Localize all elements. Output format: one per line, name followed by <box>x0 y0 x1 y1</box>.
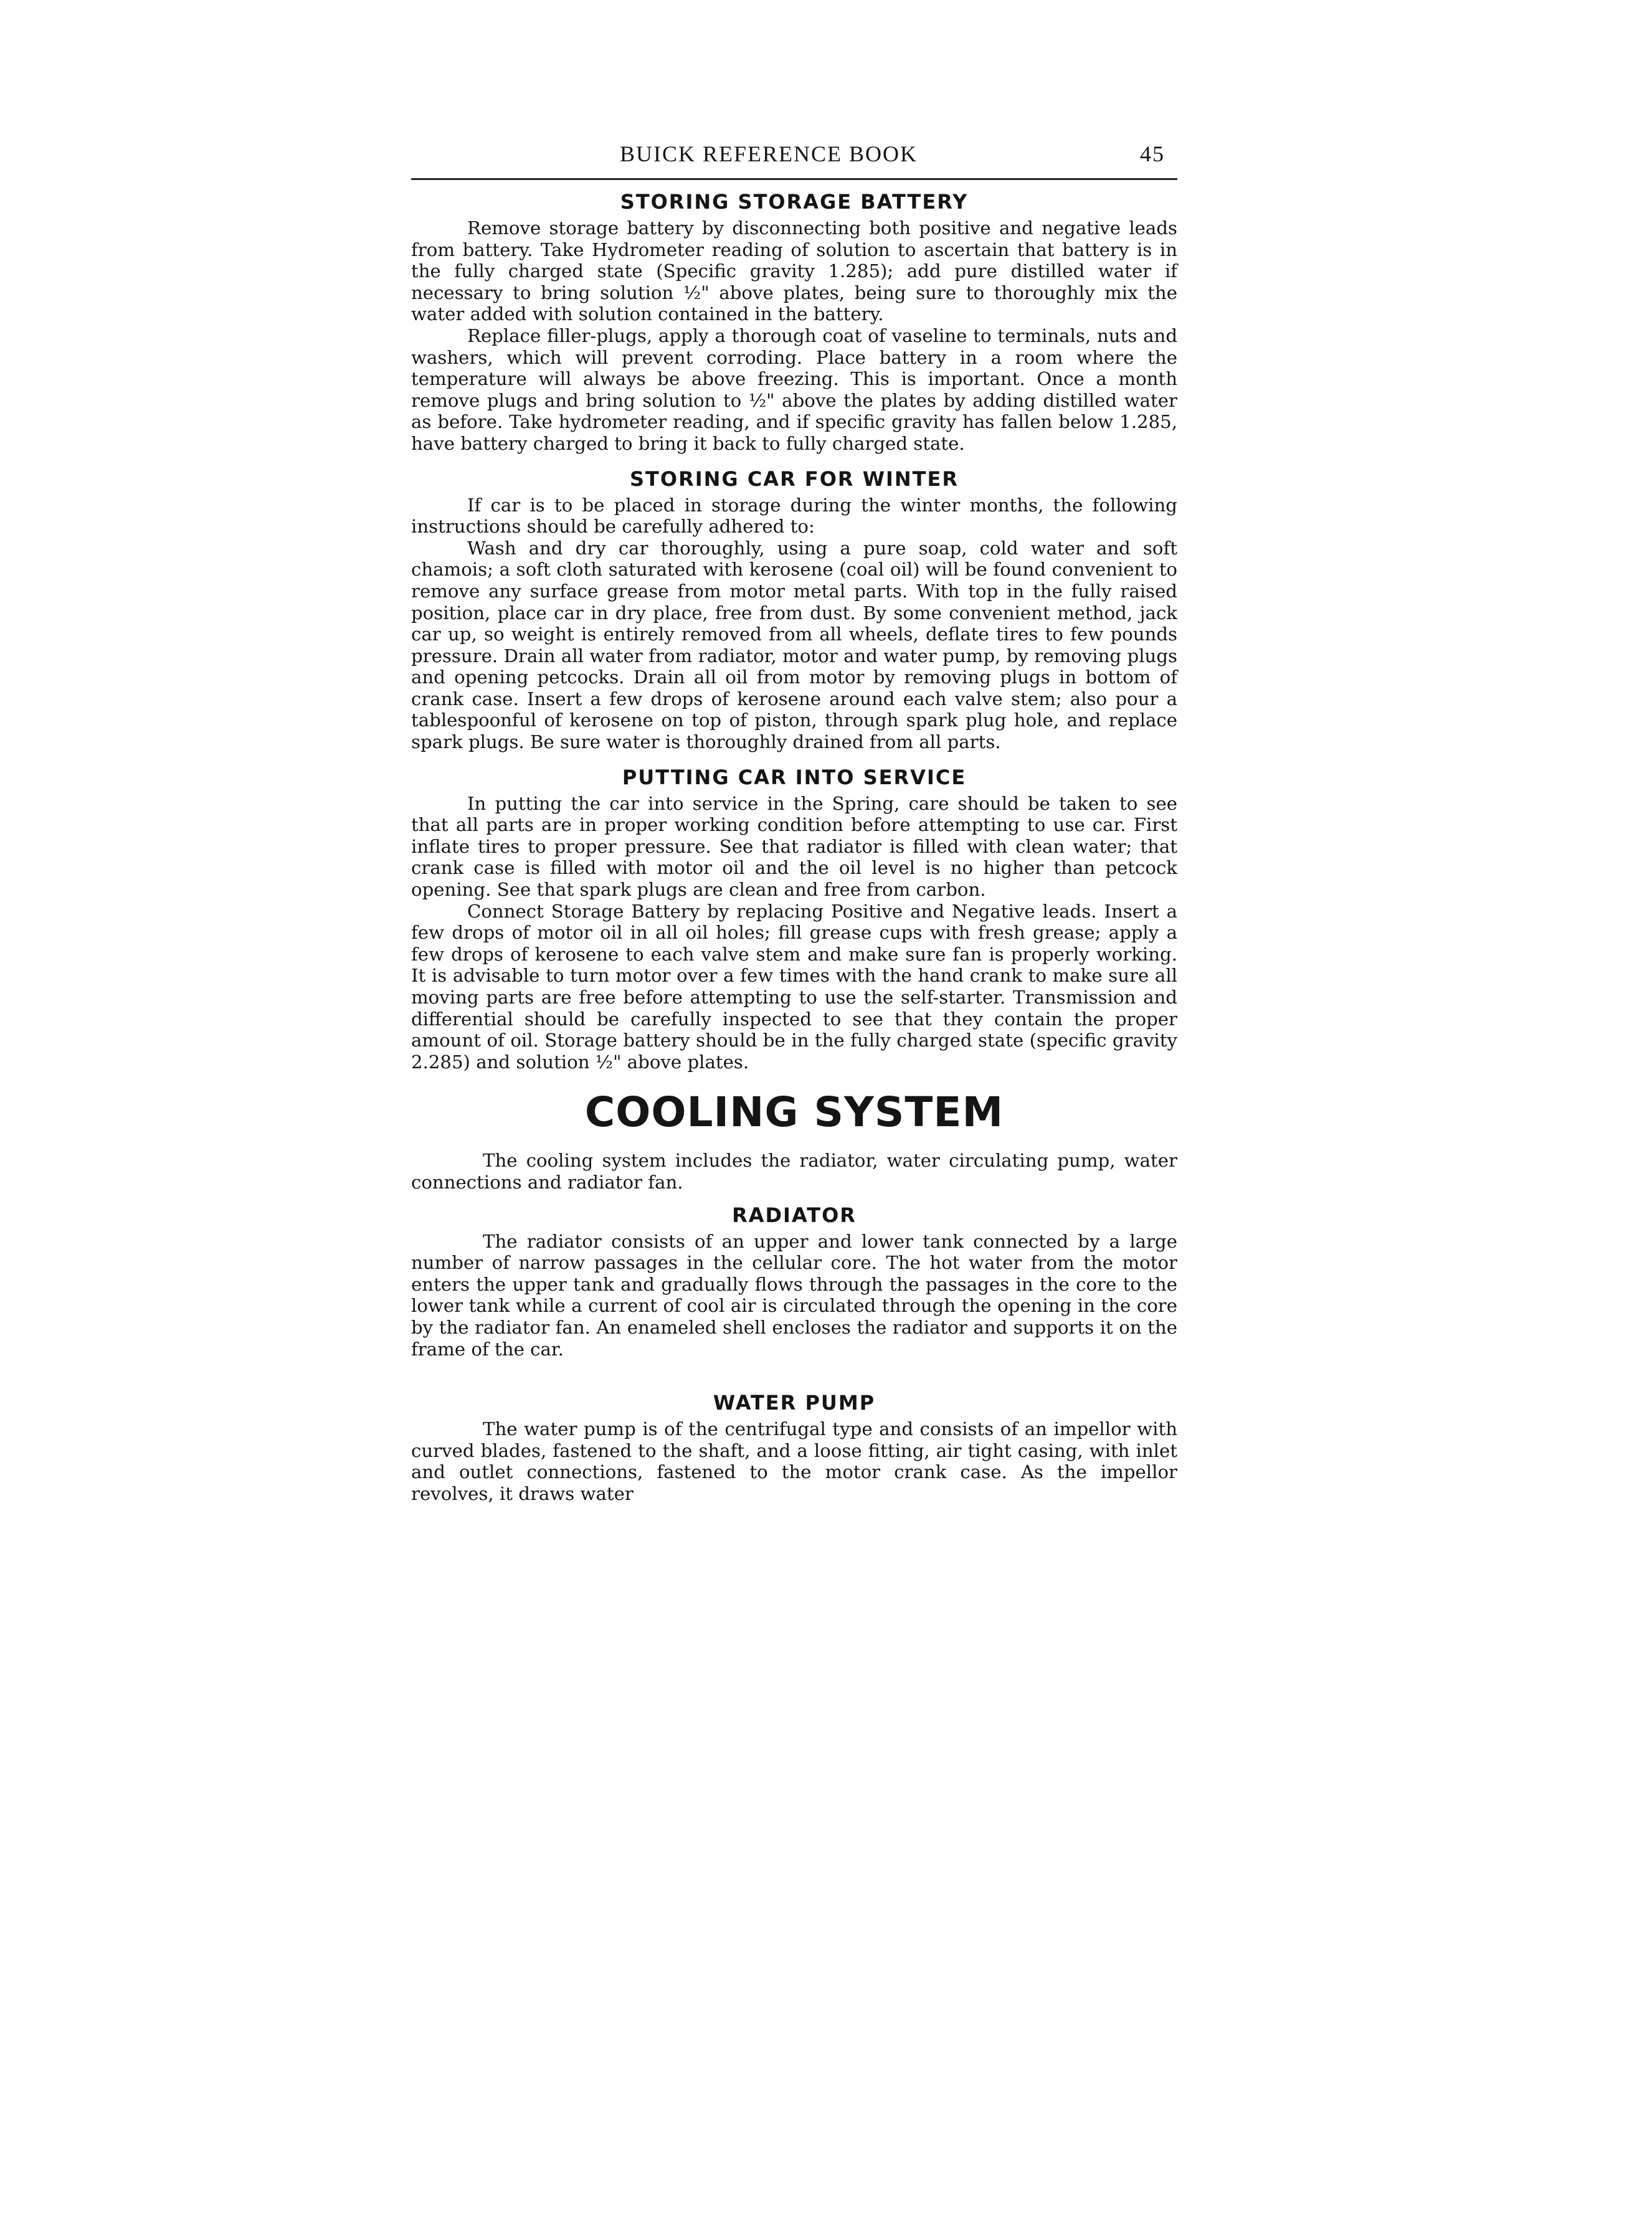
paragraph: Wash and dry car thoroughly, using a pure soap, cold water and soft chamois; a soft cloth saturated with kerosene (coal oil) will be found convenient to remove any surface grease from motor metal parts. With top in the fully raised position, place car in dry place, free from dust. By some convenient method, jack car up, so weight is entirely removed from all wheels, deflate tires to few pounds pressure. Drain all water from radiator, motor and water pump, by removing plugs and opening petcocks. Drain all oil from motor by removing plugs in bottom of crank case. Insert a few drops of kerosene around each valve stem; also pour a tablespoonful of kerosene on top of piston, through spark plug hole, and replace spark plugs. Be sure water is thoroughly drained from all parts. <box>411 537 1177 753</box>
paragraph: The radiator consists of an upper and lower tank connected by a large number of narrow passages in the cellular core. The hot water from the motor enters the upper tank and gradually flows through the passages in the core to the lower tank while a current of cool air is circulated through the opening in the core by the radiator fan. An enameled shell encloses the radiator and supports it on the frame of the car. <box>411 1230 1177 1360</box>
paragraph: The water pump is of the centrifugal type and consists of an impellor with curved blades, fastened to the shaft, and a loose fitting, air tight casing, with inlet and outlet connections, fastened to the motor crank case. As the impellor revolves, it draws water <box>411 1418 1177 1504</box>
heading-putting-into-service: PUTTING CAR INTO SERVICE <box>622 765 967 789</box>
paragraph: Remove storage battery by disconnecting both positive and negative leads from battery. Take Hydrometer reading of solution to ascertain that battery is in the fully charged state (Specific gravity 1.285); add pure distilled water if necessary to bring solution ½" above plates, being sure to thoroughly mix the water added with solution contained in the battery. <box>411 217 1177 325</box>
paragraph: Connect Storage Battery by replacing Positive and Negative leads. Insert a few drops of motor oil in all oil holes; fill grease cups with fresh grease; apply a few drops of kerosene to each valve stem and make sure fan is properly working. It is advisable to turn motor over a few times with the hand crank to make sure all moving parts are free before attempting to use the self-starter. Transmission and differential should be carefully inspected to see that they contain the proper amount of oil. Storage battery should be in the fully charged state (specific gravity 2.285) and solution ½" above plates. <box>411 900 1177 1073</box>
paragraph: In putting the car into service in the Spring, care should be taken to see that all parts are in proper working condition before attempting to use car. First inflate tires to proper pressure. See that radiator is filled with clean water; that crank case is filled with motor oil and the oil level is no higher than petcock opening. See that spark plugs are clean and free from carbon. <box>411 792 1177 901</box>
running-head <box>411 137 1177 174</box>
page-text <box>411 137 1177 1505</box>
heading-radiator: RADIATOR <box>732 1203 857 1227</box>
running-head-title: BUICK REFERENCE BOOK <box>620 141 918 166</box>
header-rule <box>411 178 1177 180</box>
page-number: 45 <box>1140 141 1165 166</box>
heading-water-pump: WATER PUMP <box>713 1391 876 1415</box>
paragraph: If car is to be placed in storage during the winter months, the following instructions should be carefully adhered to: <box>411 494 1177 538</box>
paragraph: The cooling system includes the radiator, water circulating pump, water connections and radiator fan. <box>411 1150 1177 1193</box>
heading-storing-car: STORING CAR FOR WINTER <box>630 467 959 491</box>
heading-cooling-system: COOLING SYSTEM <box>584 1088 1004 1137</box>
paragraph: Replace filler-plugs, apply a thorough coat of vaseline to terminals, nuts and washers, which will prevent corroding. Place battery in a room where the temperature will always be above freezing. This is important. Once a month remove plugs and bring solution to ½" above the plates by adding distilled water as before. Take hydrometer reading, and if specific gravity has fallen below 1.285, have battery charged to bring it back to fully charged state. <box>411 325 1177 454</box>
heading-storing-battery: STORING STORAGE BATTERY <box>620 190 969 214</box>
